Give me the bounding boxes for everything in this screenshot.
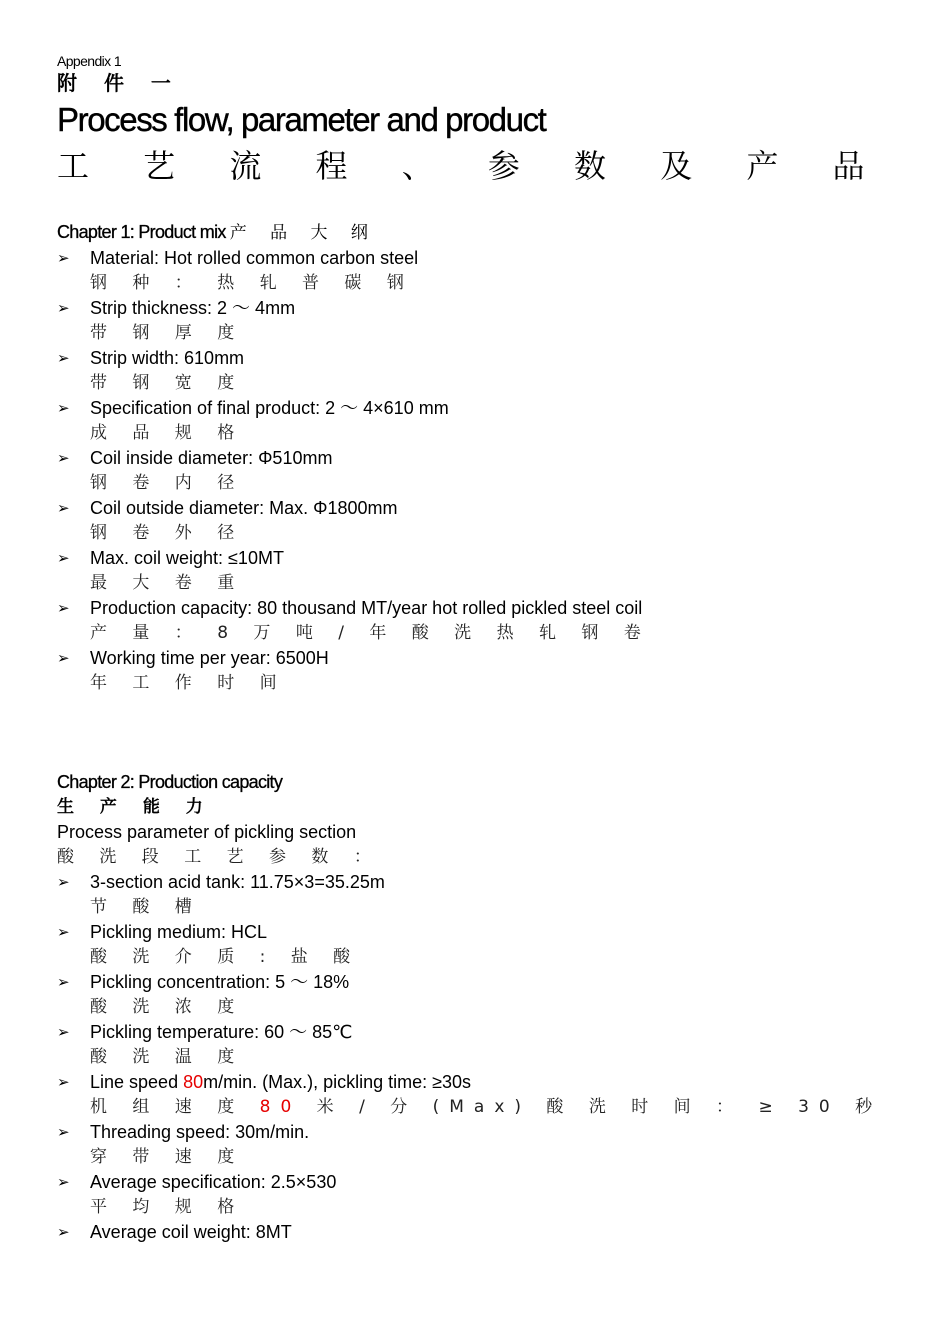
list-item: [57, 296, 917, 346]
list-item: [57, 920, 917, 970]
bullet-arrow-icon: ➢: [57, 974, 70, 991]
chapter-1-section: [57, 220, 917, 696]
bullet-arrow-icon: ➢: [57, 1224, 70, 1241]
item-text-cn: 产 量 ： 8 万 吨 / 年 酸 洗 热 轧 钢 卷: [90, 623, 651, 643]
list-item: [57, 546, 917, 596]
list-item: [57, 496, 917, 546]
item-text-en: Average specification: 2.5×530: [90, 1172, 337, 1192]
chapter-1-heading: [57, 220, 917, 246]
bullet-arrow-icon: ➢: [57, 450, 70, 467]
bullet-arrow-icon: ➢: [57, 650, 70, 667]
list-item: [57, 1020, 917, 1070]
bullet-arrow-icon: ➢: [57, 500, 70, 517]
list-item: [57, 970, 917, 1020]
item-text-cn: 酸 洗 浓 度: [90, 997, 245, 1017]
chapter-2-heading-cn: 生 产 能 力: [57, 797, 213, 817]
bullet-arrow-icon: ➢: [57, 1124, 70, 1141]
item-text-cn: 年 工 作 时 间: [90, 673, 287, 693]
list-item: [57, 596, 917, 646]
bullet-arrow-icon: ➢: [57, 250, 70, 267]
document-page: [57, 52, 917, 1245]
bullet-arrow-icon: ➢: [57, 550, 70, 567]
bullet-arrow-icon: ➢: [57, 924, 70, 941]
list-item: [57, 1170, 917, 1220]
item-text-en: 3-section acid tank: 11.75×3=35.25m: [90, 872, 385, 892]
item-text-en: [90, 1070, 917, 1095]
line-speed-label: Line speed: [90, 1072, 184, 1092]
item-text-en: Average coil weight: 8MT: [90, 1222, 292, 1242]
list-item: [57, 1070, 917, 1120]
item-text-cn: [90, 1095, 917, 1120]
item-text-cn: 钢 卷 外 径: [90, 523, 245, 543]
bullet-arrow-icon: ➢: [57, 1074, 70, 1091]
item-text-en: Pickling concentration: 5 ～ 18%: [90, 972, 350, 992]
chapter-2-list: [57, 870, 917, 1245]
item-text-en: Max. coil weight: ≤10MT: [90, 548, 284, 568]
list-item: [57, 396, 917, 446]
list-item: [57, 646, 917, 696]
chapter-1-heading-en: Chapter 1: Product mix: [57, 222, 226, 242]
chapter-1-heading-cn: 产 品 大 纲: [229, 223, 377, 243]
item-text-en: Threading speed: 30m/min.: [90, 1122, 310, 1142]
item-text-en: Production capacity: 80 thousand MT/year hot rolled pickled steel coil: [90, 598, 643, 618]
chapter-2-section: [57, 770, 917, 1245]
appendix-label-cn: 附 件 一: [57, 71, 181, 95]
item-text-cn: 穿 带 速 度: [90, 1147, 245, 1167]
item-text-en: Strip thickness: 2 ～ 4mm: [90, 298, 296, 318]
bullet-arrow-icon: ➢: [57, 600, 70, 617]
list-item: [57, 446, 917, 496]
list-item: [57, 1220, 917, 1245]
bullet-arrow-icon: ➢: [57, 874, 70, 891]
item-text-cn: 带 钢 厚 度: [90, 323, 245, 343]
chapter-2-heading: Chapter 2: Production capacity: [57, 772, 283, 792]
item-text-cn: 钢 种 ： 热 轧 普 碳 钢: [90, 273, 414, 293]
item-text-cn: 平 均 规 格: [90, 1197, 245, 1217]
item-text-en: Pickling medium: HCL: [90, 922, 268, 942]
document-title-cn: 工 艺 流 程 、 参 数 及 产 品: [57, 147, 887, 185]
bullet-arrow-icon: ➢: [57, 400, 70, 417]
list-item: [57, 870, 917, 920]
item-text-cn: 酸 洗 温 度: [90, 1047, 245, 1067]
list-item: [57, 246, 917, 296]
line-speed-rest-cn: 米 / 分 (Max) 酸 洗 时 间 ： ≥ 30 秒: [301, 1097, 883, 1117]
item-text-en: Material: Hot rolled common carbon steel: [90, 248, 419, 268]
list-item: [57, 1120, 917, 1170]
item-text-en: Pickling temperature: 60 ～ 85℃: [90, 1022, 353, 1042]
line-speed-label-cn: 机 组 速 度: [90, 1097, 260, 1117]
item-text-cn: 成 品 规 格: [90, 423, 245, 443]
item-text-cn: 带 钢 宽 度: [90, 373, 245, 393]
item-text-cn: 最 大 卷 重: [90, 573, 245, 593]
appendix-label: Appendix 1: [57, 53, 122, 69]
item-text-en: Coil outside diameter: Max. Φ1800mm: [90, 498, 398, 518]
line-speed-value-highlight: 80: [183, 1072, 204, 1092]
document-title: Process flow, parameter and product: [57, 101, 546, 138]
chapter-1-list: [57, 246, 917, 696]
item-text-en: Strip width: 610mm: [90, 348, 245, 368]
bullet-arrow-icon: ➢: [57, 350, 70, 367]
bullet-arrow-icon: ➢: [57, 300, 70, 317]
list-item: [57, 346, 917, 396]
section-intro-cn: 酸 洗 段 工 艺 参 数 ：: [57, 847, 381, 867]
item-text-cn: 酸 洗 介 质 : 盐 酸: [90, 947, 361, 967]
item-text-en: Coil inside diameter: Φ510mm: [90, 448, 333, 468]
item-text-en: Specification of final product: 2 ～ 4×610 mm: [90, 398, 449, 418]
line-speed-value-highlight-cn: 80: [259, 1097, 302, 1117]
section-intro-en: Process parameter of pickling section: [57, 822, 357, 842]
bullet-arrow-icon: ➢: [57, 1174, 70, 1191]
item-text-en: Working time per year: 6500H: [90, 648, 329, 668]
bullet-arrow-icon: ➢: [57, 1024, 70, 1041]
item-text-cn: 节 酸 槽: [90, 897, 202, 917]
item-text-cn: 钢 卷 内 径: [90, 473, 245, 493]
line-speed-rest: m/min. (Max.), pickling time: ≥30s: [203, 1072, 472, 1092]
